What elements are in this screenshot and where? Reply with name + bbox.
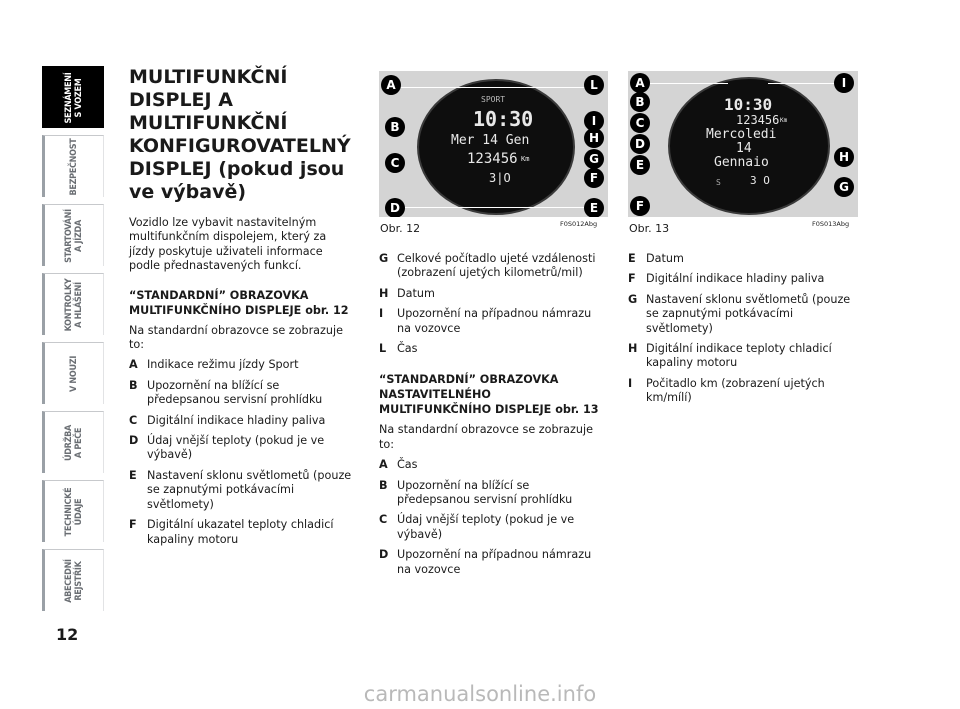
- leader-line: [648, 83, 728, 84]
- item-text: Nastavení sklonu světlometů (pouze se zapnutými potkávacími světlomety): [147, 468, 352, 511]
- item-text: Celkové počítadlo ujeté vzdálenosti (zobrazení ujetých kilometrů/mil): [397, 252, 596, 280]
- leader-line: [768, 83, 844, 84]
- tab-seznameni[interactable]: [42, 66, 104, 128]
- item-key: D: [129, 434, 139, 448]
- tab-label: ABECEDNÍ REJSTŘÍK: [64, 558, 84, 603]
- list-item: [628, 293, 856, 336]
- month: Gennaio: [714, 155, 769, 170]
- tab-kontrolky[interactable]: [42, 273, 104, 335]
- chapter-tabs: [42, 66, 104, 618]
- callout-e: E: [630, 155, 650, 175]
- item-key: G: [379, 252, 389, 265]
- callout-e: E: [584, 198, 604, 217]
- date: Mer 14 Gen: [451, 133, 530, 148]
- item-text: Upozornění na případnou námrazu na vozovce: [397, 307, 592, 335]
- item-text: Digitální ukazatel teploty chladicí kapaliny motoru: [147, 518, 334, 546]
- sport-indicator: SPORT: [481, 95, 506, 104]
- tab-label: ÚDRŽBA A PEČE: [64, 424, 84, 461]
- callout-d: D: [385, 198, 405, 217]
- leader-line: [399, 207, 589, 208]
- item-text: Digitální indikace teploty chladicí kapaliny motoru: [646, 342, 832, 370]
- list-item: [628, 377, 856, 406]
- clock: 10:30: [473, 107, 534, 131]
- item-text: Nastavení sklonu světlometů (pouze se zapnutými potkávacími světlomety): [646, 292, 851, 335]
- callout-f: F: [630, 196, 650, 216]
- tab-label: BEZPEČNOST: [69, 138, 79, 195]
- tab-label: SEZNÁMENÍ S VOZEM: [64, 72, 84, 123]
- item-text: Digitální indikace hladiny paliva: [646, 272, 825, 286]
- page-number: 12: [56, 625, 79, 644]
- item-key: L: [379, 342, 387, 356]
- bottom-readout: 3 O: [750, 174, 770, 187]
- leader-line: [399, 87, 479, 88]
- intro-paragraph: Vozidlo lze vybavit nastavitelným multifunkčním dispolejem, který za jízdy poskytuje uživateli informace podle přednastavených funkcí.: [129, 216, 327, 273]
- item-text: Údaj vnější teploty (pokud je ve výbavě): [147, 434, 325, 462]
- item-key: F: [129, 518, 137, 532]
- item-key: F: [628, 272, 636, 286]
- leader-line: [479, 87, 589, 88]
- section2-intro: Na standardní obrazovce se zobrazuje to:: [379, 423, 593, 451]
- list-item: [379, 513, 605, 542]
- callout-b: B: [630, 92, 650, 112]
- item-text: Datum: [646, 252, 684, 265]
- callout-b: B: [385, 117, 405, 137]
- odometer-unit: Km: [780, 117, 788, 124]
- section1-heading: “STANDARDNÍ” OBRAZOVKA MULTIFUNKČNÍHO DISPLEJE obr. 12: [129, 288, 349, 317]
- item-key: E: [628, 252, 636, 265]
- clock: 10:30: [724, 95, 773, 114]
- item-text: Počitadlo km (zobrazení ujetých km/mílí): [646, 376, 825, 405]
- figure-12-caption: Obr. 12: [380, 222, 421, 235]
- list-item: [379, 342, 605, 356]
- item-key: G: [628, 292, 638, 306]
- item-key: H: [628, 342, 638, 356]
- item-key: E: [129, 468, 137, 482]
- callout-c: C: [630, 113, 650, 133]
- odometer: 123456: [736, 113, 780, 127]
- list-item: [628, 272, 856, 286]
- item-text: Upozornění na případnou námrazu na vozovce: [397, 548, 592, 576]
- item-key: I: [379, 307, 384, 321]
- item-text: Digitální indikace hladiny paliva: [147, 413, 326, 427]
- tab-label: KONTROLKY A HLÁŠENÍ: [64, 278, 84, 331]
- list-item: [379, 479, 605, 508]
- list-item: [379, 458, 605, 472]
- list-item: [379, 287, 605, 301]
- tab-udrzba[interactable]: [42, 411, 104, 473]
- callout-a: A: [381, 75, 401, 95]
- callout-c: C: [385, 153, 405, 173]
- tab-label: STARTOVÁNÍ A JÍZDA: [64, 208, 84, 263]
- odometer-unit: Km: [521, 155, 530, 163]
- callout-i: I: [834, 73, 854, 93]
- item-key: A: [379, 458, 388, 472]
- tab-label: TECHNICKÉ ÚDAJE: [64, 487, 84, 536]
- tab-bezpecnost[interactable]: [42, 135, 104, 197]
- list-item: [379, 307, 605, 336]
- callout-d: D: [630, 134, 650, 154]
- figure-13-display: [628, 71, 858, 217]
- item-text: Údaj vnější teploty (pokud je ve výbavě): [397, 513, 575, 541]
- weekday: Mercoledi: [706, 127, 777, 142]
- list-item: [129, 358, 355, 372]
- item-key: C: [129, 413, 138, 427]
- figure-13-caption: Obr. 13: [629, 222, 670, 235]
- bottom-readout: 3|O: [489, 171, 511, 185]
- column-2: [379, 252, 605, 583]
- list-item: [129, 434, 355, 463]
- page-title: MULTIFUNKČNÍ DISPLEJ A MULTIFUNKČNÍ KONFIGUROVATELNÝ DISPLEJ (pokud jsou ve výbavě): [129, 66, 351, 203]
- item-text: Čas: [397, 342, 418, 356]
- item-text: Čas: [397, 458, 418, 472]
- callout-g: G: [584, 149, 604, 169]
- sport-indicator: S: [716, 178, 721, 187]
- tab-v-nouzi[interactable]: [42, 342, 104, 404]
- watermark: carmanualsonline.info: [363, 682, 597, 706]
- item-key: B: [129, 378, 138, 392]
- tab-abecedni-rejstrik[interactable]: [42, 549, 104, 611]
- list-item: [129, 469, 355, 512]
- figure-13-code: F0S013Abg: [812, 220, 850, 228]
- item-key: D: [379, 548, 389, 562]
- figure-12-code: F0S012Abg: [560, 220, 598, 228]
- item-text: Upozornění na blížící se předepsanou servisní prohlídku: [147, 378, 323, 407]
- odometer: 123456: [467, 151, 518, 167]
- section2-heading: “STANDARDNÍ” OBRAZOVKA NASTAVITELNÉHO MULTIFUNKČNÍHO DISPLEJE obr. 13: [379, 373, 599, 417]
- callout-h: H: [834, 147, 854, 167]
- day-number: 14: [736, 141, 752, 156]
- item-key: H: [379, 286, 389, 300]
- callout-l: L: [584, 75, 604, 95]
- tab-startovani[interactable]: [42, 204, 104, 266]
- item-text: Datum: [397, 286, 435, 300]
- list-item: [379, 252, 605, 281]
- item-text: Upozornění na blížící se předepsanou servisní prohlídku: [397, 478, 573, 507]
- list-item: [628, 342, 856, 371]
- list-item: [129, 379, 355, 408]
- callout-h: H: [584, 128, 604, 148]
- figure-12-display: [379, 71, 608, 217]
- callout-g: G: [834, 177, 854, 197]
- item-key: I: [628, 376, 633, 390]
- section1-intro: Na standardní obrazovce se zobrazuje to:: [129, 323, 343, 352]
- item-key: B: [379, 478, 388, 492]
- list-item: [379, 548, 605, 577]
- callout-i: I: [584, 111, 604, 131]
- callout-f: F: [584, 168, 604, 188]
- item-key: C: [379, 513, 388, 527]
- list-item: [129, 414, 355, 428]
- item-text: Indikace režimu jízdy Sport: [147, 358, 299, 372]
- column-3: [628, 252, 856, 412]
- list-item: [628, 252, 856, 266]
- item-key: A: [129, 358, 138, 372]
- column-1: [129, 66, 355, 553]
- list-item: [129, 518, 355, 547]
- callout-a: A: [630, 73, 650, 93]
- tab-label: V NOUZI: [69, 355, 79, 392]
- tab-technicke-udaje[interactable]: [42, 480, 104, 542]
